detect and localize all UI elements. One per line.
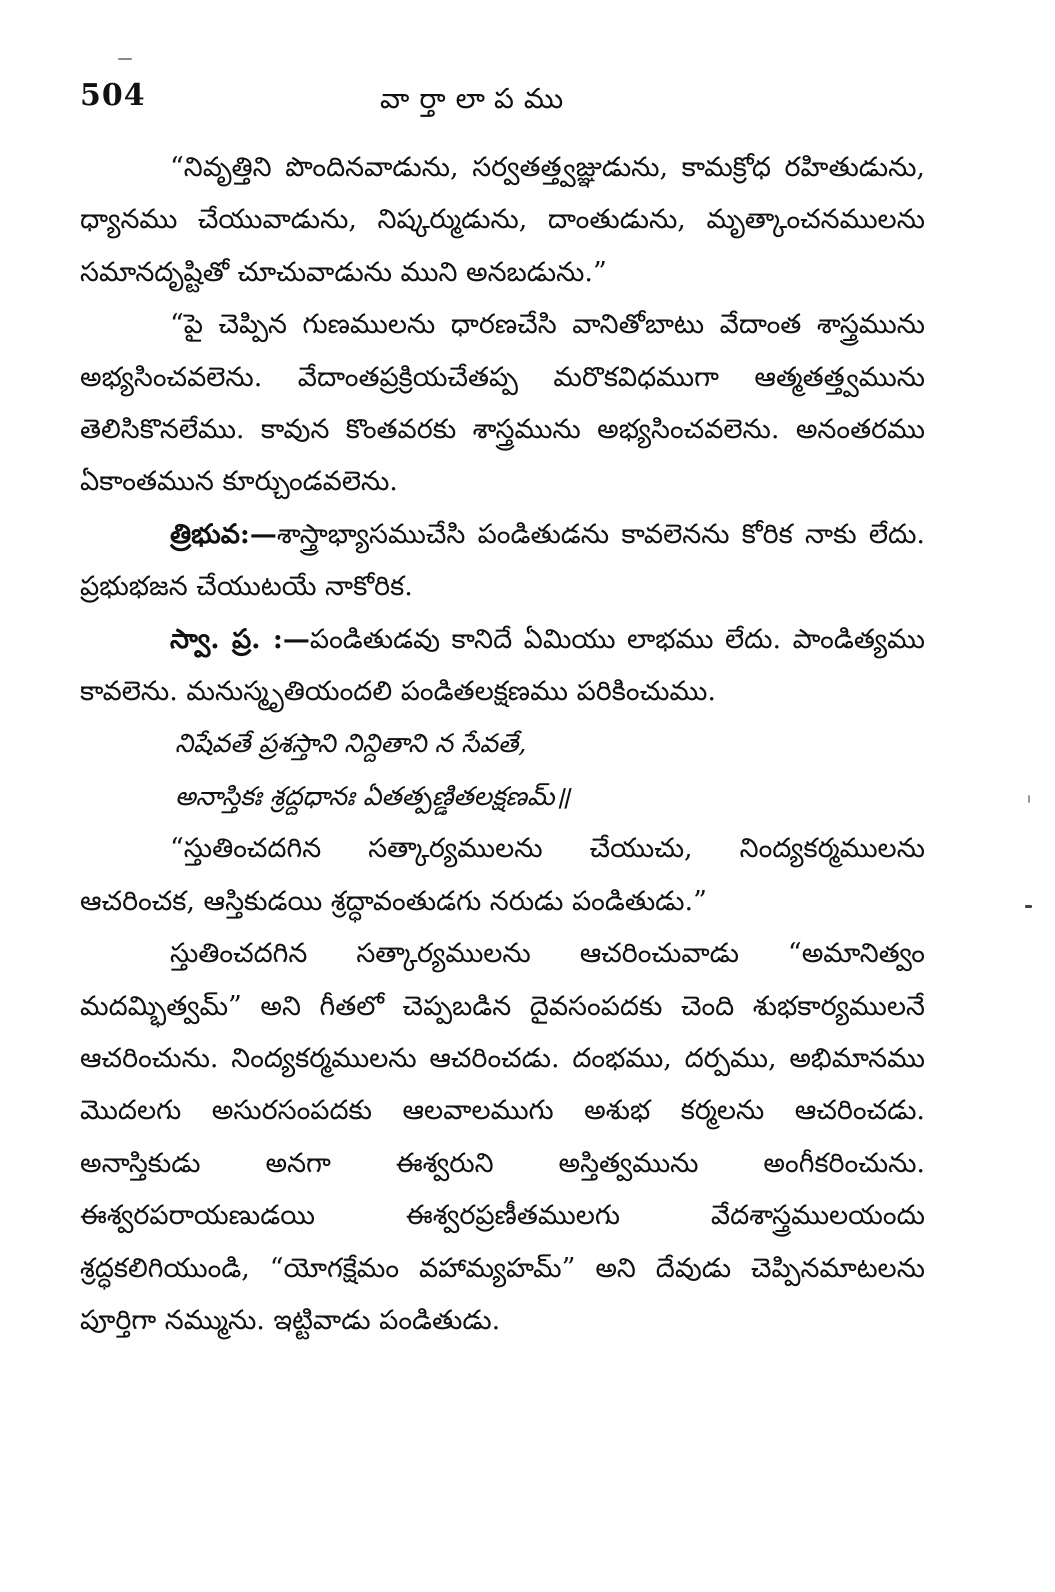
paragraph-verse-meaning [80,823,925,928]
verse-line-2: అనాస్తికః శ్రద్దధానః ఏతత్పణ్డితలక్షణమ్॥ [175,781,571,812]
running-head: వార్తాలాపము [380,82,574,115]
scan-speck [118,58,132,60]
page-number: 504 [80,78,146,113]
paragraph-tribhuva [80,509,925,614]
paragraph-muni-definition [80,142,925,299]
paragraph-text: “పై చెప్పిన గుణములను ధారణచేసి వానితోబాటు వేదాంత శాస్త్రమును అభ్యసించవలెను. వేదాంతప్రక్రియచేతప్ప మరొకవిధముగా ఆత్మతత్త్వమును తెలిసికొనలేము. కావున కొంతవరకు శాస్త్రమును అభ్యసించవలెను. అనంతరము ఏకాంతమున కూర్చుండవలెను. [80,309,925,498]
body-text [80,142,925,1347]
speaker-label: స్వా. ప్ర. :— [170,623,310,655]
paragraph-text: శాస్త్రాభ్యాసముచేసి పండితుడను కావలెనను కోరిక నాకు లేదు. ప్రభుభజన చేయుటయే నాకోరిక. [80,518,925,603]
paragraph-text: పండితుడవు కానిదే ఏమియు లాభము లేదు. పాండిత్యము కావలెను. మనుస్మృతియందలి పండితలక్షణము పరికించుము. [80,623,925,708]
verse-line-1: నిషేవతే ప్రశస్తాని నిన్దితాని న సేవతే, [175,729,527,760]
scan-speck [1028,795,1030,803]
scan-speck [1025,905,1032,908]
paragraph-pandita-explanation [80,928,925,1347]
paragraph-swami-reply [80,614,925,719]
paragraph-text: “స్తుతించదగిన సత్కార్యములను చేయుచు, నింద్యకర్మములను ఆచరించక, ఆస్తికుడయి శ్రద్ధావంతుడగు నరుడు పండితుడు.” [80,833,925,917]
paragraph-text: స్తుతించదగిన సత్కార్యములను ఆచరించువాడు “అమానిత్వం మదమ్భిత్వమ్” అని గీతలో చెప్పబడిన దైవసంపదకు చెంది శుభకార్యములనే ఆచరించును. నింద్యకర్మములను ఆచరించడు. దంభము, దర్పము, అభిమానము మొదలగు అసురసంపదకు ఆలవాలముగు అశుభ కర్మలను ఆచరించడు. అనాస్తికుడు అనగా ఈశ్వరుని అస్తిత్వమును అంగీకరించును. ఈశ్వరపరాయణుడయి ఈశ్వరప్రణీతములగు వేదశాస్త్రములయందు శ్రద్ధకలిగియుండి, “యోగక్షేమం వహామ్యహమ్” అని దేవుడు చెప్పినమాటలను పూర్తిగా నమ్మును. ఇట్టివాడు పండితుడు. [80,938,925,1336]
speaker-label: త్రిభువ:— [170,518,277,550]
paragraph-vedanta-study [80,299,925,509]
paragraph-text: “నివృత్తిని పొందినవాడును, సర్వతత్త్వజ్ఞుడును, కామక్రోధ రహితుడును, ధ్యానము చేయువాడును, నిష్కర్ముడును, దాంతుడును, మృత్కాంచనములను సమానదృష్టితో చూచువాడును ముని అనబడును.” [80,152,925,288]
page-header [80,78,930,128]
